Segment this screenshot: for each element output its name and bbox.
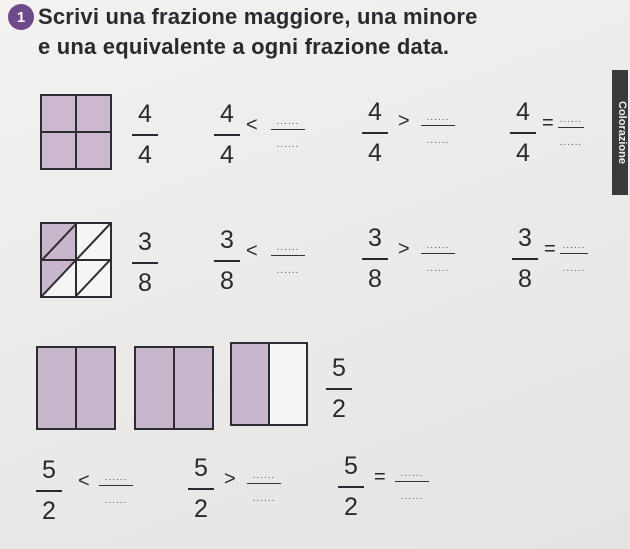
fraction-bar	[132, 134, 158, 136]
denominator: 4	[220, 141, 234, 169]
fraction-bar	[512, 258, 538, 260]
numerator: 5	[344, 452, 358, 480]
equal-fraction-1	[508, 100, 538, 166]
denominator: 4	[516, 139, 530, 167]
half-shaded	[232, 344, 270, 424]
answer-blank-less-1[interactable]: ...... ......	[268, 116, 308, 150]
greater-fraction-2	[360, 226, 390, 292]
numerator: 5	[332, 354, 346, 382]
fraction-model-rect-1	[36, 346, 116, 430]
answer-blank-less-2[interactable]: ...... ......	[268, 242, 308, 276]
denominator: 4	[368, 139, 382, 167]
denominator: 8	[368, 265, 382, 293]
numerator: 3	[138, 228, 152, 256]
fraction-model-rect-2	[134, 346, 214, 430]
answer-blank-equal-3[interactable]: ...... ......	[392, 468, 432, 502]
fraction-model-square-3-8	[40, 222, 112, 298]
less-than-symbol: <	[78, 470, 90, 492]
fraction-bar	[510, 132, 536, 134]
denominator: 2	[344, 493, 358, 521]
half-shaded	[136, 348, 175, 428]
fraction-bar	[326, 388, 352, 390]
greater-than-symbol: >	[398, 110, 410, 132]
greater-than-symbol: >	[224, 468, 236, 490]
equals-symbol: =	[542, 112, 554, 134]
numerator: 3	[220, 226, 234, 254]
answer-blank-greater-1[interactable]: ...... ......	[418, 112, 458, 146]
numerator: 3	[518, 224, 532, 252]
answer-blank-equal-1[interactable]: ...... ......	[559, 114, 583, 148]
fraction-bar	[36, 490, 62, 492]
given-fraction-1	[130, 102, 160, 168]
half-shaded	[77, 348, 114, 428]
numerator: 3	[368, 224, 382, 252]
denominator: 2	[194, 495, 208, 523]
fraction-model-rect-3	[230, 342, 308, 426]
numerator: 4	[220, 100, 234, 128]
numerator: 4	[368, 98, 382, 126]
answer-blank-greater-2[interactable]: ...... ......	[418, 240, 458, 274]
answer-blank-greater-3[interactable]: ...... ......	[244, 470, 284, 504]
equals-symbol: =	[544, 238, 556, 260]
half-empty	[270, 344, 306, 424]
fraction-bar	[214, 260, 240, 262]
half-shaded	[38, 348, 77, 428]
fraction-bar	[362, 258, 388, 260]
given-fraction-2	[130, 230, 160, 296]
numerator: 5	[42, 456, 56, 484]
fraction-bar	[214, 134, 240, 136]
numerator: 5	[194, 454, 208, 482]
denominator: 2	[42, 497, 56, 525]
page-edge-label: Colorazione	[612, 70, 628, 195]
answer-blank-less-3[interactable]: ...... ......	[96, 472, 136, 506]
instruction-line-1: Scrivi una frazione maggiore, una minore	[38, 4, 478, 29]
greater-fraction-3	[186, 456, 216, 522]
greater-fraction-1	[360, 100, 390, 166]
less-fraction-2	[212, 228, 242, 294]
equal-fraction-3	[336, 454, 366, 520]
less-fraction-3	[34, 458, 64, 524]
equal-fraction-2	[510, 226, 540, 292]
fraction-bar	[362, 132, 388, 134]
denominator: 2	[332, 395, 346, 423]
exercise-number-badge: 1	[8, 4, 34, 30]
less-than-symbol: <	[246, 240, 258, 262]
instruction-line-2: e una equivalente a ogni frazione data.	[38, 34, 450, 59]
fraction-bar	[132, 262, 158, 264]
fraction-model-square-4-4	[40, 94, 112, 170]
denominator: 8	[220, 267, 234, 295]
fraction-bar	[338, 486, 364, 488]
denominator: 8	[518, 265, 532, 293]
greater-than-symbol: >	[398, 238, 410, 260]
exercise-header	[14, 0, 614, 70]
denominator: 8	[138, 269, 152, 297]
half-shaded	[175, 348, 212, 428]
fraction-bar	[188, 488, 214, 490]
equals-symbol: =	[374, 466, 386, 488]
less-fraction-1	[212, 102, 242, 168]
given-fraction-3	[324, 356, 354, 422]
numerator: 4	[516, 98, 530, 126]
grid-lines	[42, 96, 110, 168]
answer-blank-equal-2[interactable]: ...... ......	[558, 240, 590, 274]
numerator: 4	[138, 100, 152, 128]
grid-triangles	[42, 224, 110, 296]
denominator: 4	[138, 141, 152, 169]
less-than-symbol: <	[246, 114, 258, 136]
